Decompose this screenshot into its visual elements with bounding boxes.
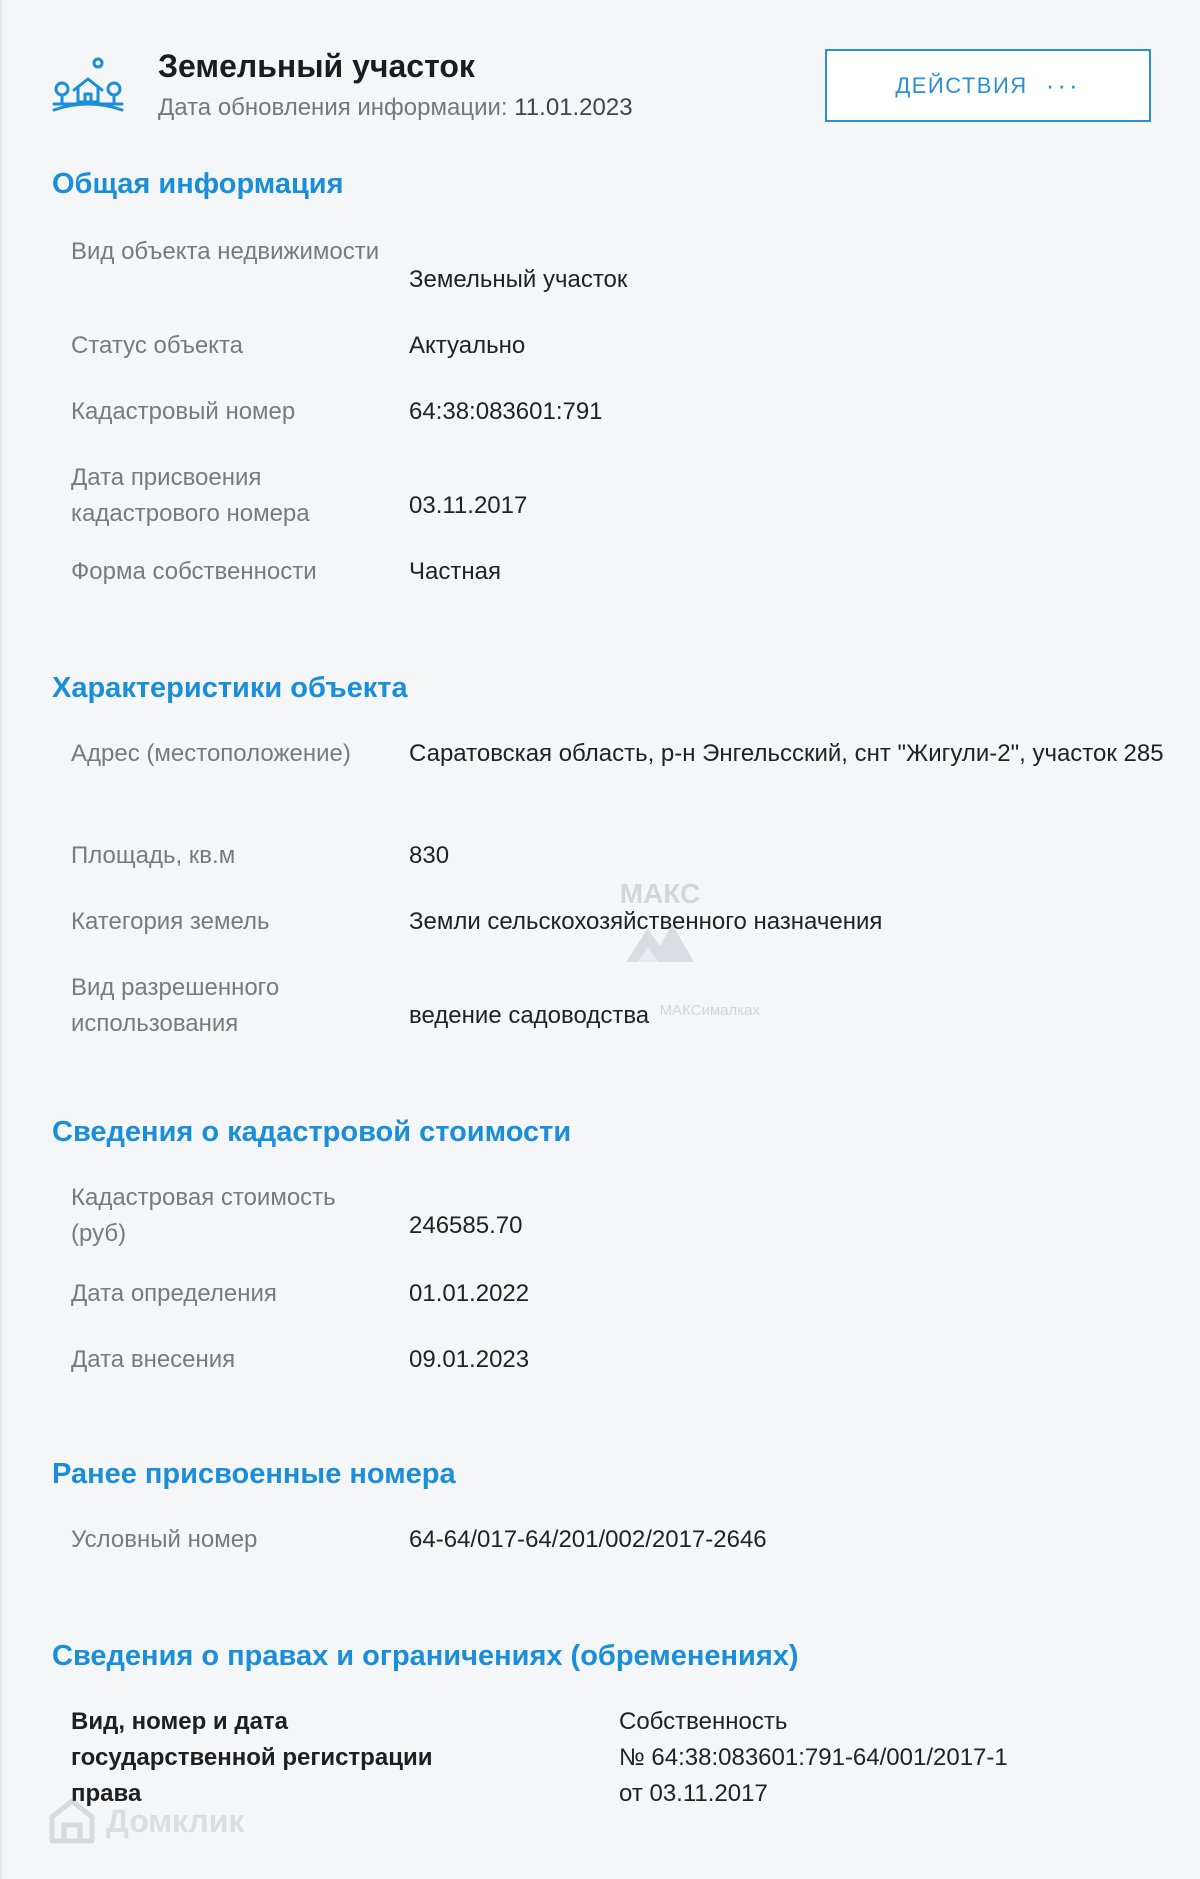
- page-left-border: [0, 0, 2, 1879]
- row-value: 64:38:083601:791: [409, 398, 603, 425]
- rights-type: Собственность: [619, 1708, 788, 1735]
- section-title-previous-numbers: Ранее присвоенные номера: [52, 1458, 456, 1490]
- more-dots-icon: ···: [1045, 70, 1081, 100]
- row-value: ведение садоводства: [409, 1002, 650, 1029]
- row-label: Дата присвоения кадастрового номера: [71, 464, 310, 527]
- watermark-subtitle: МАКСималках: [659, 1002, 760, 1019]
- actions-button-label: ДЕЙСТВИЯ: [895, 72, 1028, 98]
- row-label: Дата внесения: [71, 1346, 236, 1373]
- domclick-logo-icon: [46, 1795, 98, 1847]
- update-info: [158, 94, 633, 122]
- row-value: 01.01.2022: [409, 1280, 530, 1307]
- row-label: Дата определения: [71, 1280, 277, 1307]
- row-value: Частная: [409, 558, 501, 585]
- update-label: Дата обновления информации:: [158, 94, 508, 121]
- row-value: 64-64/017-64/201/002/2017-2646: [409, 1526, 767, 1553]
- watermark-title: МАКС: [619, 878, 701, 909]
- row-label: Условный номер: [71, 1526, 258, 1553]
- row-label: Площадь, кв.м: [71, 842, 236, 869]
- row-value: 03.11.2017: [409, 492, 528, 519]
- rights-label: Вид, номер и дата государственной регистрации права: [71, 1708, 433, 1807]
- section-title-general: Общая информация: [52, 168, 344, 200]
- row-value: Земельный участок: [409, 266, 628, 293]
- row-value: 09.01.2023: [409, 1346, 530, 1373]
- row-value: Саратовская область, р-н Энгельсский, снт "Жигули-2", участок 285: [409, 740, 1164, 767]
- section-title-characteristics: Характеристики объекта: [52, 672, 408, 704]
- row-label: Вид объекта недвижимости: [71, 238, 380, 265]
- actions-button[interactable]: [825, 49, 1151, 122]
- row-value: Актуально: [409, 332, 526, 359]
- row-value: 246585.70: [409, 1212, 523, 1239]
- update-date: 11.01.2023: [514, 94, 633, 121]
- row-label: Вид разрешенного использования: [71, 974, 280, 1037]
- row-value: 830: [409, 842, 450, 869]
- brand-name: Домклик: [106, 1803, 245, 1839]
- row-label: Адрес (местоположение): [71, 740, 351, 767]
- row-label: Кадастровая стоимость (руб): [71, 1184, 336, 1247]
- row-value: Земли сельскохозяйственного назначения: [409, 908, 883, 935]
- section-title-rights: Сведения о правах и ограничениях (обременениях): [52, 1640, 799, 1672]
- row-label: Кадастровый номер: [71, 398, 296, 425]
- rights-registration-date: от 03.11.2017: [619, 1780, 768, 1807]
- rights-registration-number: № 64:38:083601:791-64/001/2017-1: [619, 1744, 1008, 1771]
- rights-value: [619, 1704, 1119, 1812]
- section-title-cadastral-value: Сведения о кадастровой стоимости: [52, 1116, 572, 1148]
- row-label: Категория земель: [71, 908, 270, 935]
- row-label: Статус объекта: [71, 332, 244, 359]
- land-plot-house-icon: [52, 56, 124, 114]
- row-label: Форма собственности: [71, 558, 317, 585]
- page-title: Земельный участок: [158, 48, 475, 84]
